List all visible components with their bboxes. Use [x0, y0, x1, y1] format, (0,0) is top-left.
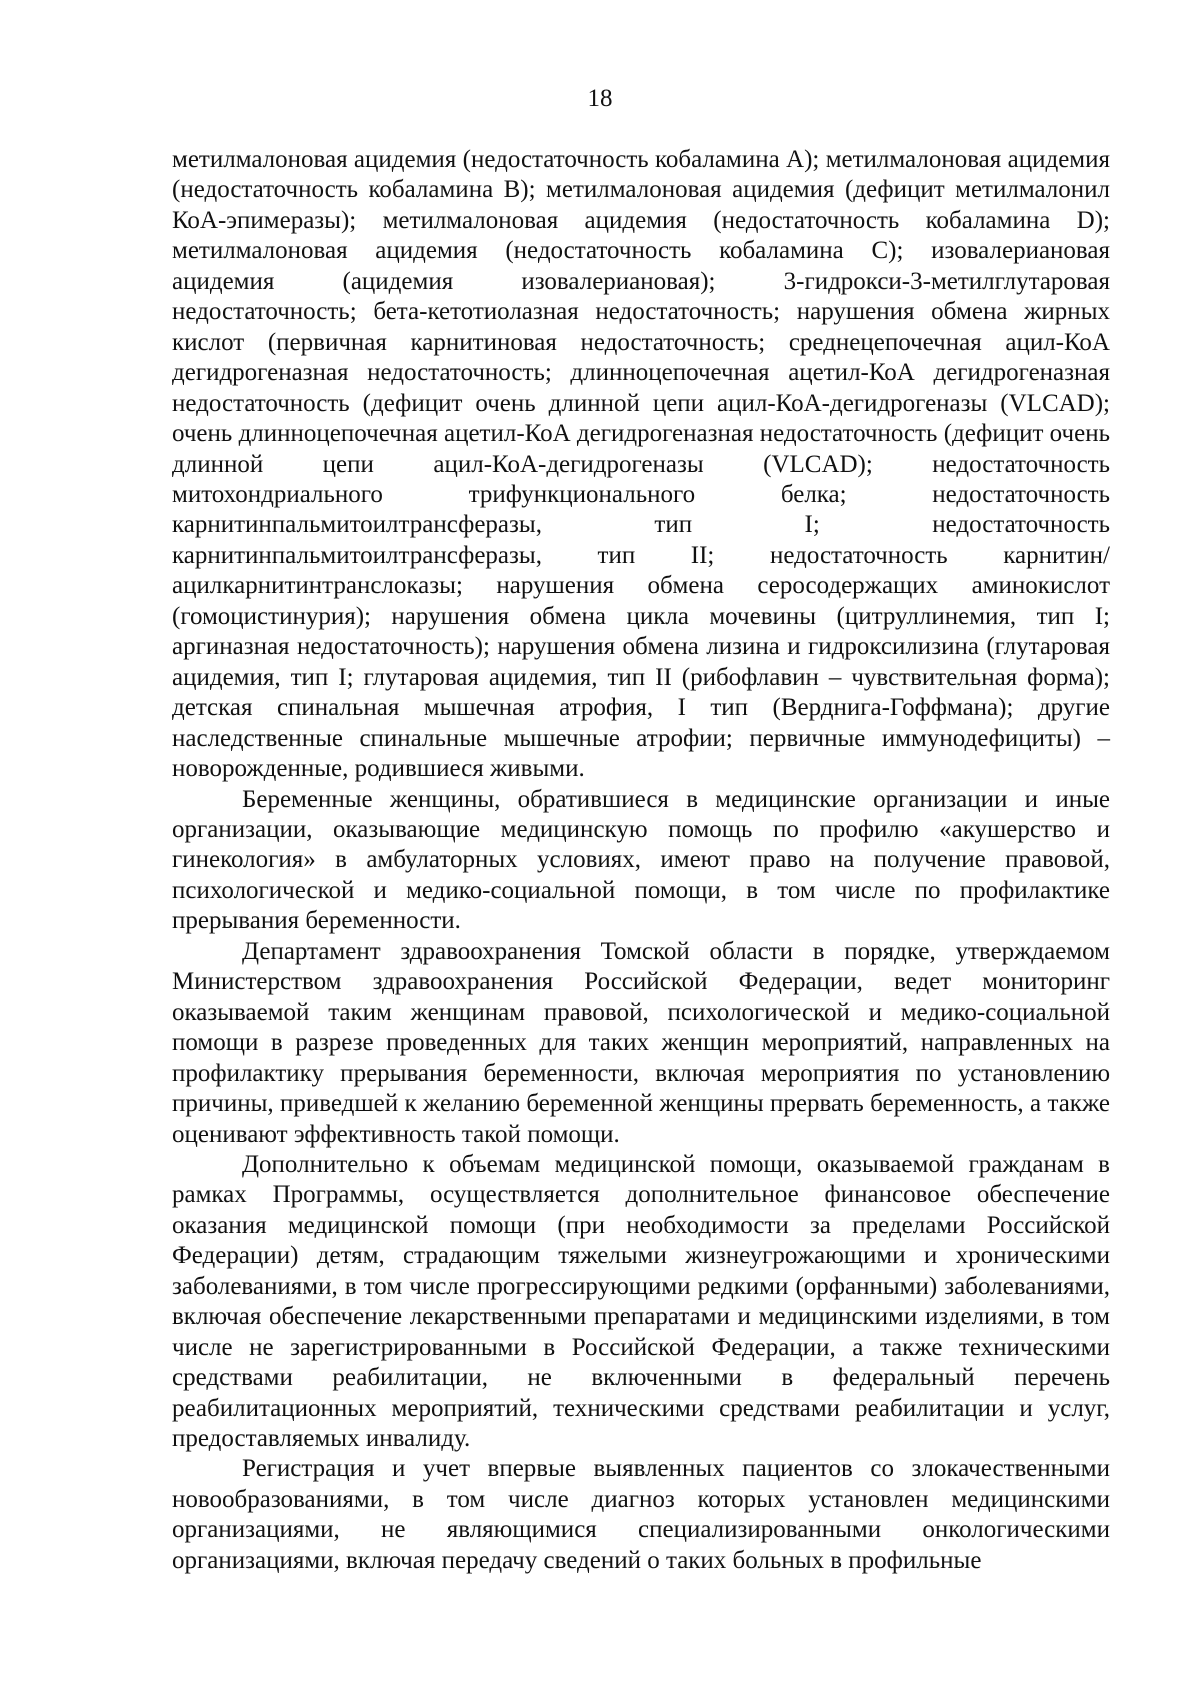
- page-number: 18: [587, 85, 613, 112]
- paragraph-cancer-registration: Регистрация и учет впервые выявленных пациентов со злокачественными новообразованиями, в том числе диагноз которых установлен медицинскими организациями, не являющимися специализированными онкологическими организациями, включая передачу сведений о таких больных в профильные: [172, 1455, 1110, 1574]
- paragraph-continuation: метилмалоновая ацидемия (недостаточность кобаламина A); метилмалоновая ацидемия (недостаточность кобаламина B); метилмалоновая ацидемия (дефицит метилмалонил КоА-эпимеразы); метилмалоновая ацидемия (недостаточность кобаламина D); метилмалоновая ацидемия (недостаточность кобаламина C); изовалериановая ацидемия (ацидемия изовалериановая); 3-гидрокси-3-метилглутаровая недостаточность; бета-кетотиолазная недостаточность; нарушения обмена жирных кислот (первичная карнитиновая недостаточность; среднецепочечная ацил-КоА дегидрогеназная недостаточность; длинноцепочечная ацетил-КоА дегидрогеназная недостаточность (дефицит очень длинной цепи ацил-КоА-дегидрогеназы (VLCAD); очень длинноцепочечная ацетил-КоА дегидрогеназная недостаточность (дефицит очень длинной цепи ацил-КоА-дегидрогеназы (VLCAD); недостаточность митохондриального трифункционального белка; недостаточность карнитинпальмитоилтрансферазы, тип I; недостаточность карнитинпальмитоилтрансферазы, тип II; недостаточность карнитин/ацилкарнитинтранслоказы; нарушения обмена серосодержащих аминокислот (гомоцистинурия); нарушения обмена цикла мочевины (цитруллинемия, тип I; аргиназная недостаточность); нарушения обмена лизина и гидроксилизина (глутаровая ацидемия, тип I; глутаровая ацидемия, тип II (рибофлавин – чувствительная форма); детская спинальная мышечная атрофия, I тип (Верднига-Гоффмана); другие наследственные спинальные мышечные атрофии; первичные иммунодефициты) – новорожденные, родившиеся живыми.: [172, 146, 1110, 783]
- document-body: [172, 145, 1110, 1576]
- paragraph-health-department-monitoring: Департамент здравоохранения Томской области в порядке, утверждаемом Министерством здравоохранения Российской Федерации, ведет мониторинг оказываемой таким женщинам правовой, психологической и медико-социальной помощи в разрезе проведенных для таких женщин мероприятий, направленных на профилактику прерывания беременности, включая мероприятия по установлению причины, приведшей к желанию беременной женщины прервать беременность, а также оценивают эффективность такой помощи.: [172, 937, 1110, 1148]
- paragraph-pregnant-women-rights: Беременные женщины, обратившиеся в медицинские организации и иные организации, оказывающие медицинскую помощь по профилю «акушерство и гинекология» в амбулаторных условиях, имеют право на получение правовой, психологической и медико-социальной помощи, в том числе по профилактике прерывания беременности.: [172, 785, 1110, 935]
- paragraph-additional-funding: Дополнительно к объемам медицинской помощи, оказываемой гражданам в рамках Программы, осуществляется дополнительное финансовое обеспечение оказания медицинской помощи (при необходимости за пределами Российской Федерации) детям, страдающим тяжелыми жизнеугрожающими и хроническими заболеваниями, в том числе прогрессирующими редкими (орфанными) заболеваниями, включая обеспечение лекарственными препаратами и медицинскими изделиями, в том числе не зарегистрированными в Российской Федерации, а также техническими средствами реабилитации, не включенными в федеральный перечень реабилитационных мероприятий, техническими средствами реабилитации и услуг, предоставляемых инвалиду.: [172, 1150, 1110, 1453]
